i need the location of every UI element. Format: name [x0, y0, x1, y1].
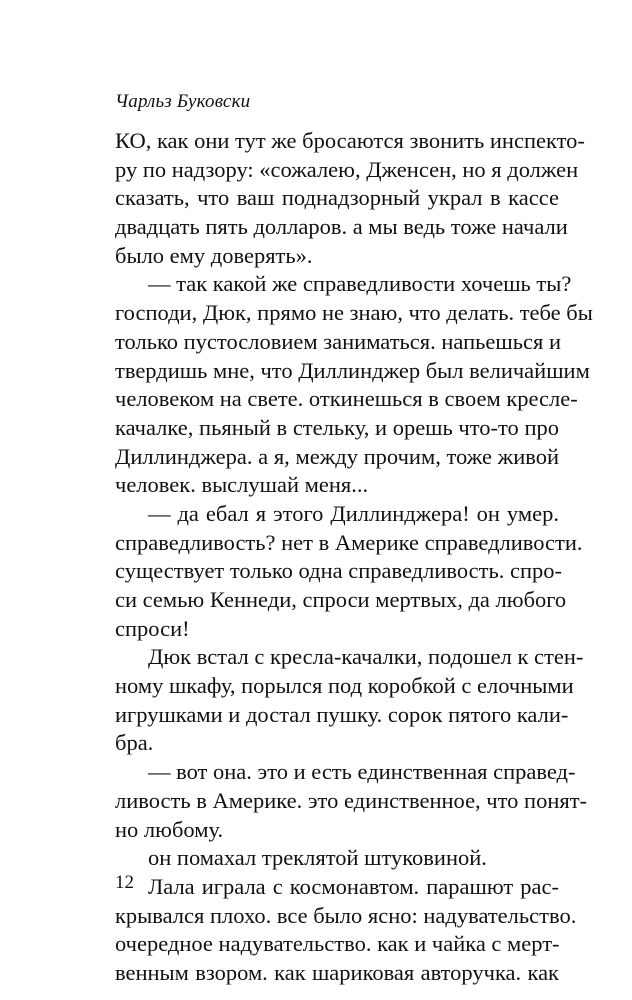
text-line: бра.	[115, 730, 154, 756]
text-line: человек. выслушай меня...	[115, 472, 369, 498]
text-line: — вот она. это и есть единственная справед-	[148, 759, 576, 785]
page-number: 12	[115, 872, 134, 893]
text-line: господи, Дюк, прямо не знаю, что делать. тебе бы	[115, 300, 593, 326]
text-line: твердишь мне, что Диллинджер был величайшим	[115, 357, 590, 383]
text-line: справедливость? нет в Америке справедливости.	[115, 529, 583, 555]
text-line: сказать, что ваш поднадзорный украл в кассе	[115, 185, 559, 211]
text-line: ному шкафу, порылся под коробкой с елочными	[115, 673, 574, 699]
text-line: только пустословием заниматься. напьешься и	[115, 328, 561, 354]
running-head-author: Чарльз Буковски	[115, 91, 251, 112]
text-line: Лала играла с космонавтом. парашют рас-	[148, 873, 559, 899]
text-line: игрушками и достал пушку. сорок пятого кали-	[115, 701, 569, 727]
text-line: но любому.	[115, 816, 224, 842]
text-line: крывался плохо. все было ясно: надувательство.	[115, 902, 577, 928]
text-line: ру по надзору: «сожалею, Дженсен, но я должен	[115, 156, 579, 182]
text-line: Диллинджера. а я, между прочим, тоже живой	[115, 443, 559, 469]
text-line: он помахал треклятой штуковиной.	[148, 845, 487, 871]
text-line: человеком на свете. откинешься в своем кресле-	[115, 386, 578, 412]
text-line: — так какой же справедливости хочешь ты?	[148, 271, 572, 297]
text-line: существует только одна справедливость. спро-	[115, 558, 563, 584]
text-line: двадцать пять долларов. а мы ведь тоже начали	[115, 214, 568, 240]
text-line: было ему доверять».	[115, 242, 313, 268]
text-line: КО, как они тут же бросаются звонить инспекто-	[115, 128, 585, 153]
text-line: си семью Кеннеди, спроси мертвых, да любого	[115, 587, 567, 612]
text-line: качалке, пьяный в стельку, и орешь что-то про	[115, 414, 559, 440]
text-line: Дюк встал с кресла-качалки, подошел к стен-	[148, 644, 584, 670]
text-line: очередное надувательство. как и чайка с мерт-	[115, 931, 560, 957]
text-line: — да ебал я этого Диллинджера! он умер.	[148, 500, 559, 526]
text-line: венным взором. как шариковая авторучка. как	[115, 959, 559, 985]
text-line: ливость в Америке. это единственное, что понят-	[115, 787, 588, 813]
text-line: спроси!	[115, 615, 190, 641]
body-text	[115, 127, 593, 988]
